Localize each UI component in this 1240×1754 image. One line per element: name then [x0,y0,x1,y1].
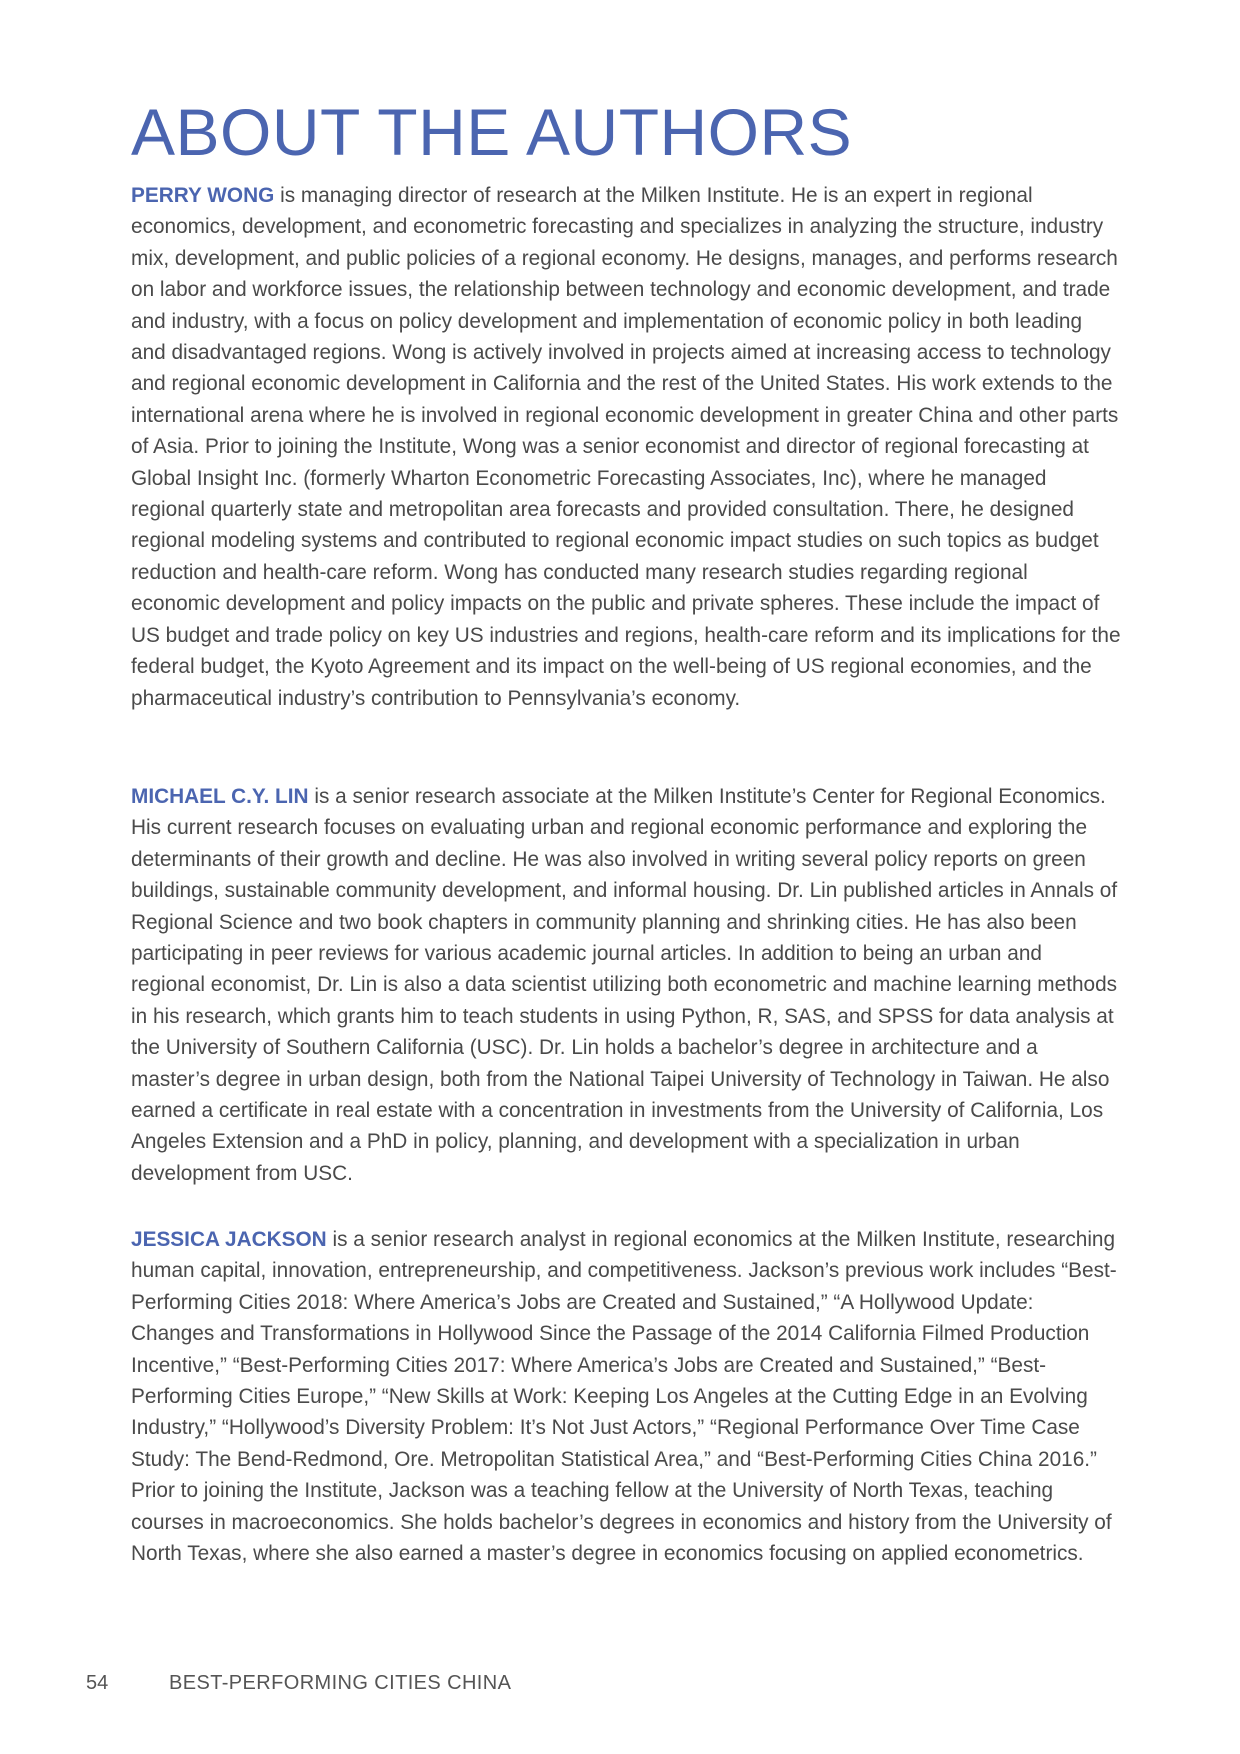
author-bio-text: is a senior research analyst in regional economics at the Milken Institute, researching human capital, innovation, entrepreneurship, and competitiveness. Jackson’s previous work includes “Best-Performing Cities 2018: Where America’s Jobs are Created and Sustained,” “A Hollywood Update: Changes and Transformations in Hollywood Since the Passage of the 2014 California Filmed Production Incentive,” “Best-Performing Cities 2017: Where America’s Jobs are Created and Sustained,” “Best-Performing Cities Europe,” “New Skills at Work: Keeping Los Angeles at the Cutting Edge in an Evolving Industry,” “Hollywood’s Diversity Problem: It’s Not Just Actors,” “Regional Performance Over Time Case Study: The Bend-Redmond, Ore. Metropolitan Statistical Area,” and “Best-Performing Cities China 2016.” Prior to joining the Institute, Jackson was a teaching fellow at the University of North Texas, teaching courses in macroeconomics. She holds bachelor’s degrees in economics and history from the University of North Texas, where she also earned a master’s degree in economics focusing on applied econometrics. [131,1228,1117,1566]
author-name: MICHAEL C.Y. LIN [131,785,309,808]
page-title: ABOUT THE AUTHORS [131,95,853,169]
author-name: PERRY WONG [131,184,275,207]
author-bio-perry-wong [131,180,1121,714]
author-bio-jessica-jackson [131,1224,1121,1569]
document-title: BEST-PERFORMING CITIES CHINA [169,1672,512,1694]
author-name: JESSICA JACKSON [131,1228,327,1251]
author-bio-michael-lin [131,781,1121,1189]
page-footer [86,1669,511,1697]
page-number: 54 [86,1672,109,1694]
author-bio-text: is a senior research associate at the Milken Institute’s Center for Regional Economics. His current research focuses on evaluating urban and regional economic performance and exploring the determinants of their growth and decline. He was also involved in writing several policy reports on green buildings, sustainable community development, and informal housing. Dr. Lin published articles in Annals of Regional Science and two book chapters in community planning and shrinking cities. He has also been participating in peer reviews for various academic journal articles. In addition to being an urban and regional economist, Dr. Lin is also a data scientist utilizing both econometric and machine learning methods in his research, which grants him to teach students in using Python, R, SAS, and SPSS for data analysis at the University of Southern California (USC). Dr. Lin holds a bachelor’s degree in architecture and a master’s degree in urban design, both from the National Taipei University of Technology in Taiwan. He also earned a certificate in real estate with a concentration in investments from the University of California, Los Angeles Extension and a PhD in policy, planning, and development with a specialization in urban development from USC. [131,785,1118,1185]
author-bio-text: is managing director of research at the Milken Institute. He is an expert in regional economics, development, and econometric forecasting and specializes in analyzing the structure, industry mix, development, and public policies of a regional economy. He designs, manages, and performs research on labor and workforce issues, the relationship between technology and economic development, and trade and industry, with a focus on policy development and implementation of economic policy in both leading and disadvantaged regions. Wong is actively involved in projects aimed at increasing access to technology and regional economic development in California and the rest of the United States. His work extends to the international arena where he is involved in regional economic development in greater China and other parts of Asia. Prior to joining the Institute, Wong was a senior economist and director of regional forecasting at Global Insight Inc. (formerly Wharton Econometric Forecasting Associates, Inc), where he managed regional quarterly state and metropolitan area forecasts and provided consultation. There, he designed regional modeling systems and contributed to regional economic impact studies on such topics as budget reduction and health-care reform. Wong has conducted many research studies regarding regional economic development and policy impacts on the public and private spheres. These include the impact of US budget and trade policy on key US industries and regions, health-care reform and its implications for the federal budget, the Kyoto Agreement and its impact on the well-being of US regional economies, and the pharmaceutical industry’s contribution to Pennsylvania’s economy. [131,184,1121,710]
